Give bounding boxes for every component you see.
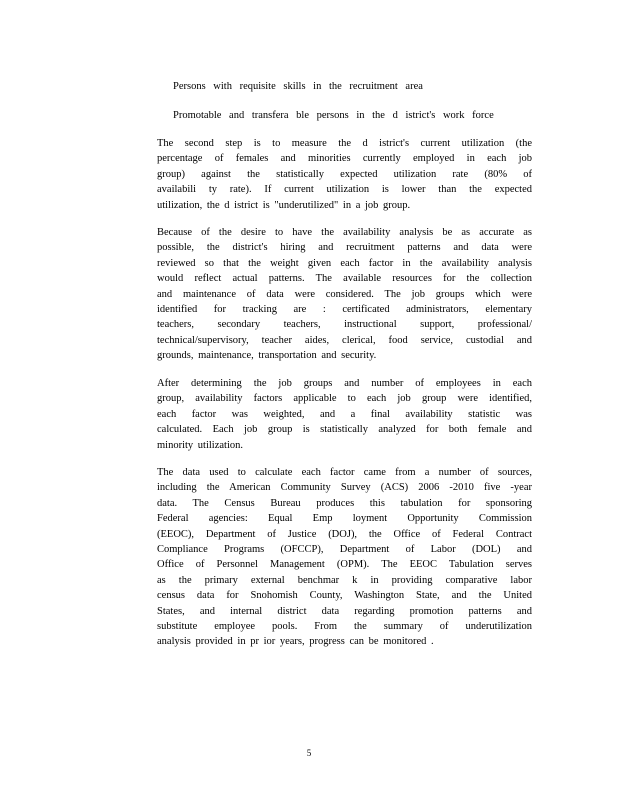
text-line: group, availability factors applicable to each job group were identified, [157, 393, 532, 405]
bullet-text: Persons with requisite skills in the recruitment area [173, 81, 423, 92]
text-line: availabili ty rate). If current utilization is lower than the expected [157, 184, 532, 196]
text-line: utilization, the d istrict is "underutilized" in a job group. [157, 199, 411, 211]
text-line: each factor was weighted, and a final availability statistic was [157, 408, 532, 420]
text-line: percentage of females and minorities currently employed in each job [157, 153, 532, 165]
text-line: would reflect actual patterns. The available resources for the collection [157, 273, 532, 285]
bullet-item [157, 80, 423, 93]
text-line: calculated. Each job group is statistically analyzed for both female and [157, 424, 532, 436]
text-line: census data for Snohomish County, Washington State, and the United [157, 590, 532, 602]
page-number: 5 [306, 748, 312, 758]
text-line: Office of Personnel Management (OPM). The EEOC Tabulation serves [157, 559, 532, 571]
text-line: and maintenance of data were considered. The job groups which were [157, 288, 532, 300]
bullet-item [157, 109, 494, 122]
text-line: possible, the district's hiring and recruitment patterns and data were [157, 242, 532, 254]
text-line: substitute employee pools. From the summary of underutilization [157, 621, 532, 633]
paragraph-availability [157, 225, 532, 364]
text-line: minority utilization. [157, 439, 243, 451]
text-line: technical/supervisory, teacher aides, clerical, food service, custodial and [157, 334, 532, 346]
text-line: grounds, maintenance, transportation and security. [157, 350, 377, 362]
text-line: group) against the statistically expected utilization rate (80% of [157, 168, 532, 180]
text-line: teachers, secondary teachers, instructional support, professional/ [157, 319, 532, 331]
text-line: reviewed so that the weight given each factor in the availability analysis [157, 257, 532, 269]
text-line: (EEOC), Department of Justice (DOJ), the Office of Federal Contract [157, 528, 532, 540]
paragraph-job-groups [157, 376, 532, 453]
text-line: States, and internal district data regarding promotion patterns and [157, 605, 532, 617]
text-line: Compliance Programs (OFCCP), Department of Labor (DOL) and [157, 544, 532, 556]
paragraph-utilization [157, 136, 532, 213]
text-line: identified for tracking are : certificated administrators, elementary [157, 304, 532, 316]
text-line: Because of the desire to have the availability analysis be as accurate as [157, 227, 532, 238]
text-line: including the American Community Survey (ACS) 2006 -2010 five -year [157, 482, 532, 494]
paragraph-data-sources [157, 465, 532, 650]
text-line: analysis provided in pr ior years, progress can be monitored . [157, 636, 434, 648]
bullet-text: Promotable and transfera ble persons in the d istrict's work force [173, 110, 494, 121]
text-line: Federal agencies: Equal Emp loyment Opportunity Commission [157, 513, 532, 525]
text-line: After determining the job groups and number of employees in each [157, 378, 532, 389]
text-line: The second step is to measure the d istrict's current utilization (the [157, 138, 532, 149]
text-line: as the primary external benchmar k in providing comparative labor [157, 574, 532, 586]
text-line: data. The Census Bureau produces this tabulation for sponsoring [157, 497, 532, 509]
text-line: The data used to calculate each factor came from a number of sources, [157, 467, 532, 478]
